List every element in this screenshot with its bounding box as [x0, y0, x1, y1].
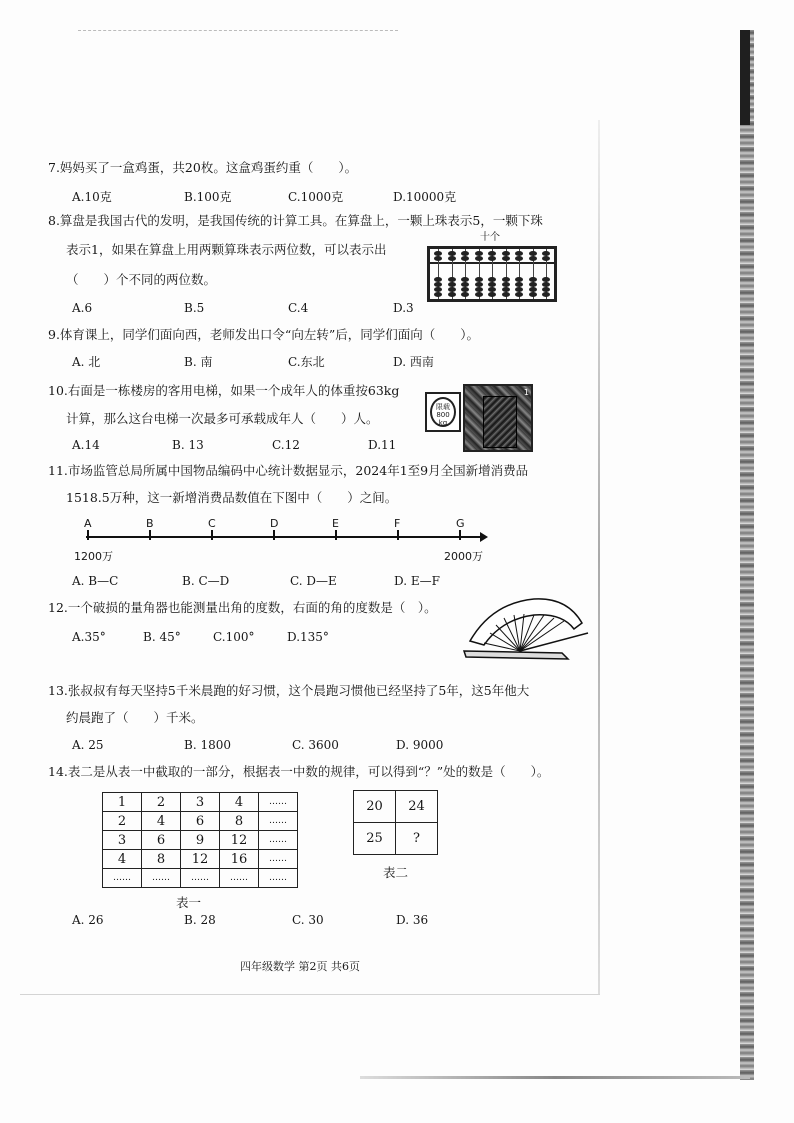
abacus-upper-bead — [529, 256, 537, 261]
q10-option-a: A.14 — [72, 438, 100, 452]
abacus-upper-bead — [502, 256, 510, 261]
q14-option-a: A. 26 — [72, 913, 104, 927]
table-one-cell: …… — [142, 869, 181, 888]
q11-option-c: C. D—E — [290, 574, 337, 588]
table-one-cell: 12 — [220, 831, 259, 850]
q12-option-d: D.135° — [287, 630, 329, 644]
abacus-lower-bead — [475, 292, 483, 297]
table-one-cell: 3 — [181, 793, 220, 812]
q9-option-c: C.东北 — [288, 355, 325, 369]
table-two-cell: 20 — [354, 791, 396, 823]
q12-option-a: A.35° — [72, 630, 106, 644]
q13-option-c: C. 3600 — [292, 738, 339, 752]
q7-option-d: D.10000克 — [393, 190, 457, 204]
q13-option-d: D. 9000 — [396, 738, 444, 752]
table-one-cell: …… — [259, 850, 298, 869]
sign-text-kg: kg — [438, 419, 448, 427]
table-one-row — [103, 812, 298, 831]
table-one — [102, 792, 298, 888]
scan-edge-bottom — [360, 1076, 750, 1079]
abacus-upper-bead — [434, 256, 442, 261]
protractor-arc — [470, 599, 582, 645]
table-one-cell: …… — [181, 869, 220, 888]
q10-line-1: 10.右面是一栋楼房的客用电梯，如果一个成年人的体重按63kg — [48, 383, 400, 398]
table-one-cell: 9 — [181, 831, 220, 850]
q8-option-a: A.6 — [72, 301, 93, 315]
sign-text-limit: 限载 — [436, 403, 450, 411]
number-line-point-c: C — [208, 517, 216, 530]
q10-line-2: 计算，那么这台电梯一次最多可承载成年人（ ）人。 — [66, 411, 379, 426]
q9-option-b: B. 南 — [184, 355, 213, 369]
q8-line-3: （ ）个不同的两位数。 — [66, 272, 217, 287]
q12-option-c: C.100° — [213, 630, 255, 644]
number-line-point-a: A — [84, 517, 92, 530]
table-two-cell: 24 — [396, 791, 438, 823]
table-one-cell: …… — [259, 793, 298, 812]
scan-edge-top — [78, 30, 398, 33]
sign-text-800: 800 — [436, 411, 450, 419]
number-line-point-e: E — [332, 517, 339, 530]
number-line-tick — [397, 530, 399, 540]
abacus-upper-bead — [488, 256, 496, 261]
table-one-row — [103, 850, 298, 869]
q12-option-b: B. 45° — [143, 630, 181, 644]
abacus-upper-bead — [515, 256, 523, 261]
elevator-load-sign — [425, 392, 461, 432]
table-one-cell: …… — [259, 869, 298, 888]
abacus-upper-bead — [461, 256, 469, 261]
table-one-row — [103, 793, 298, 812]
number-line-point-d: D — [270, 517, 279, 530]
number-line-tick — [149, 530, 151, 540]
q8-option-c: C.4 — [288, 301, 309, 315]
q7-option-b: B.100克 — [184, 190, 232, 204]
protractor-base — [464, 651, 568, 659]
q10-option-c: C.12 — [272, 438, 300, 452]
abacus-lower-bead — [529, 292, 537, 297]
q14-option-c: C. 30 — [292, 913, 324, 927]
elevator-photo — [463, 384, 533, 452]
q8-option-b: B.5 — [184, 301, 205, 315]
q11-option-b: B. C—D — [182, 574, 230, 588]
q11-line-2: 1518.5万种，这一新增消费品数值在下图中（ ）之间。 — [66, 490, 398, 505]
table-two-row — [354, 823, 438, 855]
q10-option-b: B. 13 — [172, 438, 204, 452]
number-line-arrow — [480, 532, 488, 542]
abacus-lower-bead — [515, 292, 523, 297]
q7-option-c: C.1000克 — [288, 190, 344, 204]
abacus-lower-bead — [461, 292, 469, 297]
q7-option-a: A.10克 — [72, 190, 112, 204]
abacus-lower-bead — [434, 292, 442, 297]
abacus-lower-bead — [502, 292, 510, 297]
table-one-cell: …… — [220, 869, 259, 888]
protractor-figure — [462, 593, 592, 665]
load-limit-circle — [430, 397, 456, 427]
number-line-point-b: B — [146, 517, 154, 530]
elevator-door — [483, 396, 517, 448]
number-line-tick — [87, 530, 89, 540]
q12-stem: 12.一个破损的量角器也能测量出角的度数，右面的角的度数是（ ）。 — [48, 600, 437, 615]
q13-line-1: 13.张叔叔有每天坚持5千米晨跑的好习惯，这个晨跑习惯他已经坚持了5年，这5年他大 — [48, 683, 530, 698]
q10-option-d: D.11 — [368, 438, 397, 452]
table-one-cell: 4 — [103, 850, 142, 869]
q11-option-d: D. E—F — [394, 574, 440, 588]
table-two-caption: 表二 — [383, 865, 409, 880]
abacus-lower-bead — [448, 292, 456, 297]
q9-option-d: D. 西南 — [393, 355, 434, 369]
abacus-upper-bead — [542, 256, 550, 261]
number-line-left-value: 1200万 — [74, 550, 113, 563]
q9-option-a: A. 北 — [72, 355, 101, 369]
scan-edge-right-dark — [740, 30, 750, 125]
elevator-floor-number: 1 — [523, 388, 529, 397]
q13-option-b: B. 1800 — [184, 738, 231, 752]
abacus-upper-bead — [475, 256, 483, 261]
page-edge-bottom — [20, 994, 600, 995]
table-one-cell: …… — [103, 869, 142, 888]
q8-option-d: D.3 — [393, 301, 414, 315]
abacus-figure — [427, 246, 557, 302]
number-line-tick — [335, 530, 337, 540]
number-line-tick — [273, 530, 275, 540]
table-one-cell: 12 — [181, 850, 220, 869]
table-one-cell: 2 — [103, 812, 142, 831]
table-one-cell: 6 — [181, 812, 220, 831]
q14-option-b: B. 28 — [184, 913, 216, 927]
table-two-cell: ? — [396, 823, 438, 855]
number-line-point-g: G — [456, 517, 465, 530]
table-one-cell: 8 — [220, 812, 259, 831]
number-line-right-value: 2000万 — [444, 550, 483, 563]
q14-stem: 14.表二是从表一中截取的一部分，根据表一中数的规律，可以得到“？”处的数是（ ）。 — [48, 764, 550, 779]
q13-line-2: 约晨跑了（ ）千米。 — [66, 710, 204, 725]
table-one-cell: …… — [259, 812, 298, 831]
q7-stem: 7.妈妈买了一盒鸡蛋，共20枚。这盒鸡蛋约重（ ）。 — [48, 160, 358, 175]
abacus-lower-bead — [488, 292, 496, 297]
q8-line-1: 8.算盘是我国古代的发明，是我国传统的计算工具。在算盘上，一颗上珠表示5，一颗下珠 — [48, 213, 543, 228]
table-one-cell: 6 — [142, 831, 181, 850]
abacus-label: 十个 — [480, 232, 500, 243]
number-line-tick — [211, 530, 213, 540]
table-one-row — [103, 869, 298, 888]
table-two-cell: 25 — [354, 823, 396, 855]
table-one-cell: 8 — [142, 850, 181, 869]
page-footer: 四年级数学 第2页 共6页 — [240, 960, 360, 973]
q11-option-a: A. B—C — [72, 574, 119, 588]
table-one-cell: …… — [259, 831, 298, 850]
q9-stem: 9.体育课上，同学们面向西，老师发出口令“向左转”后，同学们面向（ ）。 — [48, 327, 479, 342]
abacus-upper-bead — [448, 256, 456, 261]
q11-line-1: 11.市场监管总局所属中国物品编码中心统计数据显示，2024年1至9月全国新增消费品 — [48, 463, 529, 478]
abacus-lower-bead — [542, 292, 550, 297]
table-one-cell: 4 — [220, 793, 259, 812]
table-two-row — [354, 791, 438, 823]
table-one-row — [103, 831, 298, 850]
number-line-tick — [459, 530, 461, 540]
table-one-cell: 4 — [142, 812, 181, 831]
q13-option-a: A. 25 — [72, 738, 104, 752]
table-two — [353, 790, 438, 855]
table-one-cell: 3 — [103, 831, 142, 850]
table-one-caption: 表一 — [176, 895, 202, 910]
table-one-cell: 1 — [103, 793, 142, 812]
table-one-cell: 2 — [142, 793, 181, 812]
number-line-point-f: F — [394, 517, 401, 530]
table-one-cell: 16 — [220, 850, 259, 869]
q8-line-2: 表示1，如果在算盘上用两颗算珠表示两位数，可以表示出 — [66, 242, 387, 257]
q14-option-d: D. 36 — [396, 913, 429, 927]
